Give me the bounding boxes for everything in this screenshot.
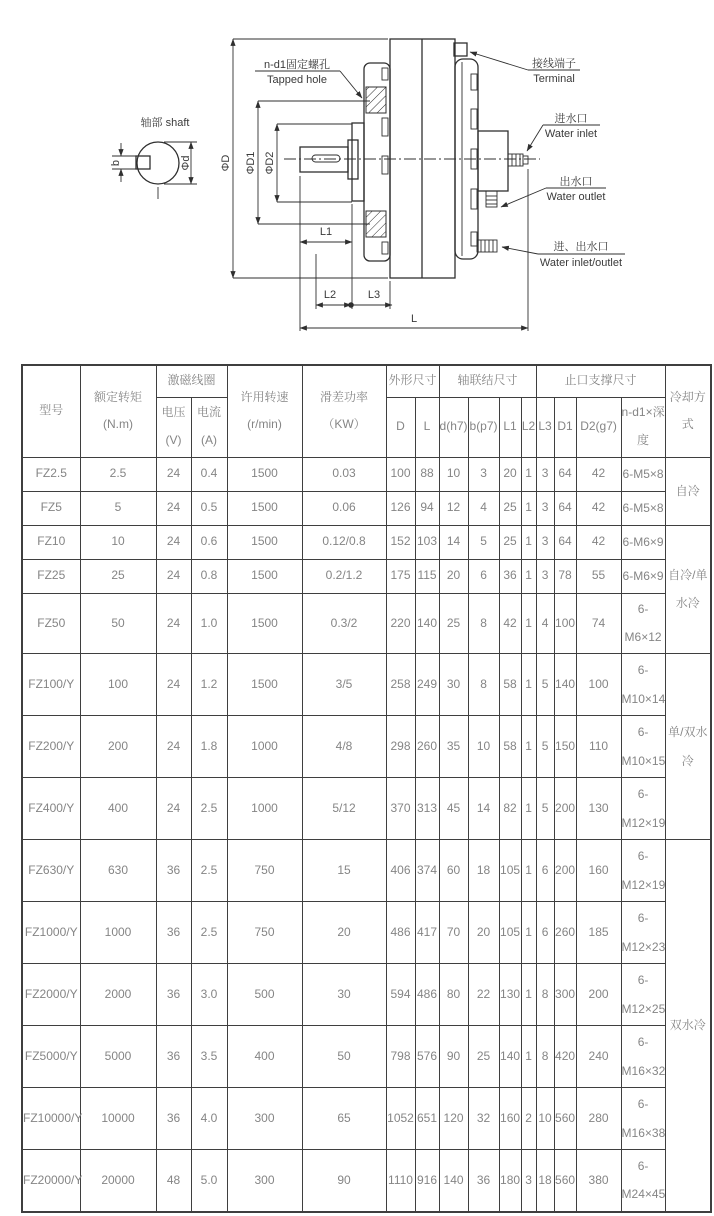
table-cell: 6-M16×32 (621, 1026, 665, 1088)
water-outlet-barb (486, 191, 497, 207)
header-spigot-group: 止口支撑尺寸 (536, 365, 665, 397)
table-cell: 130 (576, 778, 621, 840)
table-cell: 0.03 (302, 457, 386, 491)
model-cell: FZ20000/Y (22, 1150, 80, 1212)
model-cell: FZ5000/Y (22, 1026, 80, 1088)
dim-phiD1-label: ΦD1 (245, 151, 257, 175)
table-cell: 42 (576, 525, 621, 559)
table-cell: 14 (439, 525, 468, 559)
table-cell: 1000 (227, 716, 302, 778)
table-cell: 2.5 (191, 902, 227, 964)
table-cell: 5 (80, 491, 156, 525)
table-cell: 5 (536, 778, 554, 840)
table-cell: 18 (468, 840, 499, 902)
table-cell: 50 (302, 1026, 386, 1088)
table-row (22, 964, 711, 1026)
table-cell: 4 (536, 593, 554, 654)
header-model: 型号 (22, 365, 80, 457)
table-cell: 2 (521, 1088, 536, 1150)
header-bp7: b(p7) (468, 397, 499, 457)
table-cell: 90 (302, 1150, 386, 1212)
table-cell: 6-M16×38 (621, 1088, 665, 1150)
table-cell: 6-M5×8 (621, 491, 665, 525)
table-cell: 30 (439, 654, 468, 716)
model-cell: FZ100/Y (22, 654, 80, 716)
table-cell: 100 (554, 593, 576, 654)
table-cell: 25 (80, 559, 156, 593)
table-cell: 220 (386, 593, 415, 654)
table-cell: 22 (468, 964, 499, 1026)
table-cell: 1110 (386, 1150, 415, 1212)
water-inlet-callout (527, 111, 600, 151)
table-cell: 1500 (227, 491, 302, 525)
spec-table-header (22, 365, 711, 457)
table-cell: 594 (386, 964, 415, 1026)
table-cell: 8 (468, 593, 499, 654)
table-cell: 5 (536, 654, 554, 716)
table-cell: 60 (439, 840, 468, 902)
table-cell: 103 (415, 525, 439, 559)
table-row (22, 716, 711, 778)
table-cell: 15 (302, 840, 386, 902)
table-cell: 6-M10×15 (621, 716, 665, 778)
table-cell: 8 (536, 1026, 554, 1088)
terminal-block (454, 43, 467, 56)
table-cell: 100 (80, 654, 156, 716)
table-cell: 630 (80, 840, 156, 902)
table-cell: 10 (468, 716, 499, 778)
table-cell: 24 (156, 491, 191, 525)
terminal-callout (470, 52, 580, 85)
table-cell: 6-M12×25 (621, 964, 665, 1026)
shaft-end-view (110, 115, 197, 199)
table-cell: 5 (536, 716, 554, 778)
table-cell: 1 (521, 964, 536, 1026)
tapped-hole-label-cn: n-d1固定螺孔 (263, 59, 331, 71)
table-cell: 35 (439, 716, 468, 778)
model-cell: FZ1000/Y (22, 902, 80, 964)
table-cell: 406 (386, 840, 415, 902)
table-cell: 20 (499, 457, 521, 491)
table-cell: 82 (499, 778, 521, 840)
table-cell: 1 (521, 654, 536, 716)
header-current: 电流 (A) (191, 397, 227, 457)
table-cell: 8 (536, 964, 554, 1026)
table-cell: 36 (468, 1150, 499, 1212)
table-cell: 32 (468, 1088, 499, 1150)
table-cell: 0.06 (302, 491, 386, 525)
header-L1: L1 (499, 397, 521, 457)
table-cell: 750 (227, 902, 302, 964)
table-cell: 750 (227, 840, 302, 902)
spec-table (21, 364, 712, 1213)
cooling-cell: 双水冷 (665, 840, 711, 1212)
table-cell: 3 (536, 525, 554, 559)
table-cell: 24 (156, 559, 191, 593)
table-cell: 3.5 (191, 1026, 227, 1088)
table-cell: 12 (439, 491, 468, 525)
table-cell: 6-M6×9 (621, 525, 665, 559)
table-cell: 58 (499, 716, 521, 778)
table-cell: 55 (576, 559, 621, 593)
header-nd1: n-d1×深度 (621, 397, 665, 457)
table-cell: 42 (499, 593, 521, 654)
table-cell: 1 (521, 716, 536, 778)
tapped-hole-callout (255, 57, 362, 98)
table-cell: 0.12/0.8 (302, 525, 386, 559)
water-io-label-cn: 进、出水口 (553, 241, 609, 253)
table-cell: 200 (554, 778, 576, 840)
table-cell: 80 (439, 964, 468, 1026)
table-cell: 70 (439, 902, 468, 964)
header-shaft-group: 轴联结尺寸 (439, 365, 536, 397)
table-row (22, 654, 711, 716)
table-row (22, 525, 711, 559)
table-cell: 24 (156, 593, 191, 654)
table-cell: 88 (415, 457, 439, 491)
table-cell: 4 (468, 491, 499, 525)
table-cell: 6-M12×23 (621, 902, 665, 964)
table-cell: 1000 (227, 778, 302, 840)
table-cell: 3 (536, 559, 554, 593)
table-cell: 20 (439, 559, 468, 593)
table-cell: 3 (521, 1150, 536, 1212)
table-cell: 2.5 (191, 840, 227, 902)
table-cell: 78 (554, 559, 576, 593)
dim-L-label: L (410, 313, 418, 325)
table-cell: 3/5 (302, 654, 386, 716)
table-cell: 3 (536, 457, 554, 491)
table-cell: 798 (386, 1026, 415, 1088)
table-cell: 1000 (80, 902, 156, 964)
table-cell: 1 (521, 1026, 536, 1088)
table-cell: 0.2/1.2 (302, 559, 386, 593)
table-cell: 1 (521, 778, 536, 840)
table-cell: 300 (227, 1150, 302, 1212)
model-cell: FZ50 (22, 593, 80, 654)
table-cell: 36 (499, 559, 521, 593)
table-cell: 10 (536, 1088, 554, 1150)
model-cell: FZ200/Y (22, 716, 80, 778)
table-cell: 2.5 (191, 778, 227, 840)
header-voltage: 电压 (V) (156, 397, 191, 457)
header-dims-group: 外形尺寸 (386, 365, 439, 397)
table-cell: 115 (415, 559, 439, 593)
table-cell: 4/8 (302, 716, 386, 778)
table-cell: 3.0 (191, 964, 227, 1026)
technical-drawing (0, 6, 714, 354)
table-cell: 20 (302, 902, 386, 964)
table-row (22, 1150, 711, 1212)
table-cell: 5/12 (302, 778, 386, 840)
cooling-cell: 自冷 (665, 457, 711, 525)
table-cell: 916 (415, 1150, 439, 1212)
dim-phiD-label: ΦD (220, 154, 232, 172)
table-cell: 10000 (80, 1088, 156, 1150)
table-cell: 175 (386, 559, 415, 593)
table-cell: 100 (386, 457, 415, 491)
table-cell: 374 (415, 840, 439, 902)
table-cell: 1 (521, 593, 536, 654)
table-cell: 130 (499, 964, 521, 1026)
water-io-label-en: Water inlet/outlet (539, 257, 623, 269)
table-cell: 400 (227, 1026, 302, 1088)
table-cell: 3 (468, 457, 499, 491)
header-dh7: d(h7) (439, 397, 468, 457)
table-cell: 500 (227, 964, 302, 1026)
table-cell: 560 (554, 1150, 576, 1212)
table-cell: 25 (499, 525, 521, 559)
table-cell: 6-M6×12 (621, 593, 665, 654)
table-cell: 6-M10×14 (621, 654, 665, 716)
table-cell: 5 (468, 525, 499, 559)
table-cell: 4.0 (191, 1088, 227, 1150)
table-cell: 298 (386, 716, 415, 778)
table-cell: 42 (576, 457, 621, 491)
table-cell: 64 (554, 457, 576, 491)
table-cell: 651 (415, 1088, 439, 1150)
model-cell: FZ10 (22, 525, 80, 559)
table-cell: 370 (386, 778, 415, 840)
table-cell: 18 (536, 1150, 554, 1212)
table-cell: 1 (521, 840, 536, 902)
table-cell: 30 (302, 964, 386, 1026)
table-cell: 48 (156, 1150, 191, 1212)
table-cell: 36 (156, 902, 191, 964)
dim-b-label: b (110, 159, 122, 167)
table-cell: 1500 (227, 525, 302, 559)
table-cell: 380 (576, 1150, 621, 1212)
table-row (22, 457, 711, 491)
table-cell: 6-M5×8 (621, 457, 665, 491)
table-cell: 400 (80, 778, 156, 840)
table-cell: 300 (554, 964, 576, 1026)
table-row (22, 840, 711, 902)
dim-L3-label: L3 (367, 289, 381, 301)
table-cell: 25 (468, 1026, 499, 1088)
water-inlet-outlet-barb (477, 240, 497, 252)
table-cell: 140 (415, 593, 439, 654)
tapped-hole-label-en: Tapped hole (267, 74, 327, 86)
table-cell: 280 (576, 1088, 621, 1150)
table-cell: 185 (576, 902, 621, 964)
table-cell: 1500 (227, 593, 302, 654)
model-cell: FZ5 (22, 491, 80, 525)
water-inlet-label-cn: 进水口 (554, 113, 588, 125)
header-D1: D1 (554, 397, 576, 457)
table-cell: 100 (576, 654, 621, 716)
table-cell: 249 (415, 654, 439, 716)
table-cell: 24 (156, 654, 191, 716)
table-cell: 25 (439, 593, 468, 654)
table-cell: 10 (80, 525, 156, 559)
table-cell: 260 (415, 716, 439, 778)
table-cell: 576 (415, 1026, 439, 1088)
table-cell: 200 (576, 964, 621, 1026)
table-cell: 200 (80, 716, 156, 778)
table-cell: 6 (468, 559, 499, 593)
table-cell: 105 (499, 902, 521, 964)
table-row (22, 1088, 711, 1150)
table-cell: 417 (415, 902, 439, 964)
header-slip-power: 滑差功率 （KW） (302, 365, 386, 457)
table-cell: 36 (156, 1088, 191, 1150)
table-cell: 420 (554, 1026, 576, 1088)
table-cell: 0.6 (191, 525, 227, 559)
model-cell: FZ630/Y (22, 840, 80, 902)
table-cell: 152 (386, 525, 415, 559)
table-cell: 5.0 (191, 1150, 227, 1212)
table-cell: 1.8 (191, 716, 227, 778)
water-inlet-barb (508, 154, 528, 166)
water-outlet-label-en: Water outlet (546, 191, 606, 203)
table-row (22, 778, 711, 840)
header-coil-group: 激磁线圈 (156, 365, 227, 397)
table-cell: 1.0 (191, 593, 227, 654)
header-cooling: 冷却方式 (665, 365, 711, 457)
table-cell: 14 (468, 778, 499, 840)
table-cell: 42 (576, 491, 621, 525)
table-cell: 6-M24×45 (621, 1150, 665, 1212)
table-cell: 6 (536, 902, 554, 964)
table-cell: 24 (156, 457, 191, 491)
table-cell: 20000 (80, 1150, 156, 1212)
water-inlet-outlet-callout (502, 239, 625, 269)
table-cell: 140 (439, 1150, 468, 1212)
table-row (22, 491, 711, 525)
table-cell: 65 (302, 1088, 386, 1150)
table-cell: 1 (521, 902, 536, 964)
table-cell: 150 (554, 716, 576, 778)
water-inlet-label-en: Water inlet (544, 128, 598, 140)
water-outlet-callout (501, 174, 606, 207)
table-row (22, 593, 711, 654)
dim-phid-label: Φd (180, 155, 192, 171)
table-cell: 126 (386, 491, 415, 525)
table-cell: 0.4 (191, 457, 227, 491)
header-L: L (415, 397, 439, 457)
shaft-label: 轴部 shaft (140, 117, 190, 129)
terminal-label-en: Terminal (533, 73, 575, 85)
header-speed: 许用转速 (r/min) (227, 365, 302, 457)
table-cell: 74 (576, 593, 621, 654)
table-cell: 0.5 (191, 491, 227, 525)
table-cell: 24 (156, 716, 191, 778)
table-cell: 36 (156, 964, 191, 1026)
spec-table-body (22, 457, 711, 1212)
table-cell: 3 (536, 491, 554, 525)
model-cell: FZ2.5 (22, 457, 80, 491)
table-cell: 240 (576, 1026, 621, 1088)
table-cell: 6-M6×9 (621, 559, 665, 593)
table-cell: 24 (156, 525, 191, 559)
table-cell: 105 (499, 840, 521, 902)
table-cell: 110 (576, 716, 621, 778)
table-cell: 2.5 (80, 457, 156, 491)
header-D: D (386, 397, 415, 457)
table-cell: 160 (576, 840, 621, 902)
table-cell: 120 (439, 1088, 468, 1150)
table-cell: 0.3/2 (302, 593, 386, 654)
header-L3: L3 (536, 397, 554, 457)
callout-labels (255, 52, 625, 269)
table-cell: 36 (156, 840, 191, 902)
table-cell: 0.8 (191, 559, 227, 593)
table-cell: 58 (499, 654, 521, 716)
table-cell: 258 (386, 654, 415, 716)
water-outlet-label-cn: 出水口 (559, 176, 593, 188)
table-cell: 8 (468, 654, 499, 716)
table-cell: 5000 (80, 1026, 156, 1088)
table-cell: 90 (439, 1026, 468, 1088)
table-cell: 260 (554, 902, 576, 964)
table-cell: 25 (499, 491, 521, 525)
table-cell: 24 (156, 778, 191, 840)
terminal-label-cn: 接线端子 (532, 58, 576, 70)
table-cell: 1 (521, 559, 536, 593)
table-cell: 1052 (386, 1088, 415, 1150)
header-L2: L2 (521, 397, 536, 457)
table-row (22, 902, 711, 964)
table-cell: 1 (521, 525, 536, 559)
model-cell: FZ10000/Y (22, 1088, 80, 1150)
table-cell: 2000 (80, 964, 156, 1026)
model-cell: FZ2000/Y (22, 964, 80, 1026)
table-cell: 10 (439, 457, 468, 491)
table-cell: 50 (80, 593, 156, 654)
table-cell: 1 (521, 457, 536, 491)
table-cell: 6-M12×19 (621, 840, 665, 902)
header-torque: 额定转矩 (N.m) (80, 365, 156, 457)
table-cell: 160 (499, 1088, 521, 1150)
table-row (22, 1026, 711, 1088)
table-cell: 140 (499, 1026, 521, 1088)
table-cell: 36 (156, 1026, 191, 1088)
model-cell: FZ400/Y (22, 778, 80, 840)
table-cell: 180 (499, 1150, 521, 1212)
table-cell: 6 (536, 840, 554, 902)
table-cell: 313 (415, 778, 439, 840)
table-cell: 6-M12×19 (621, 778, 665, 840)
table-cell: 486 (415, 964, 439, 1026)
table-cell: 1.2 (191, 654, 227, 716)
table-cell: 1 (521, 491, 536, 525)
dim-L2-label: L2 (323, 289, 337, 301)
cooling-cell: 单/双水冷 (665, 654, 711, 840)
header-D2g7: D2(g7) (576, 397, 621, 457)
cooling-cell: 自冷/单水冷 (665, 525, 711, 654)
water-jacket (478, 131, 508, 191)
table-cell: 45 (439, 778, 468, 840)
table-cell: 300 (227, 1088, 302, 1150)
table-cell: 94 (415, 491, 439, 525)
dim-phiD2-label: ΦD2 (264, 151, 276, 175)
table-cell: 64 (554, 525, 576, 559)
dim-L1-label: L1 (319, 226, 333, 238)
table-cell: 64 (554, 491, 576, 525)
table-row (22, 559, 711, 593)
table-cell: 1500 (227, 654, 302, 716)
table-cell: 200 (554, 840, 576, 902)
table-cell: 1500 (227, 457, 302, 491)
table-cell: 1500 (227, 559, 302, 593)
table-cell: 20 (468, 902, 499, 964)
table-cell: 486 (386, 902, 415, 964)
table-cell: 560 (554, 1088, 576, 1150)
model-cell: FZ25 (22, 559, 80, 593)
table-cell: 140 (554, 654, 576, 716)
